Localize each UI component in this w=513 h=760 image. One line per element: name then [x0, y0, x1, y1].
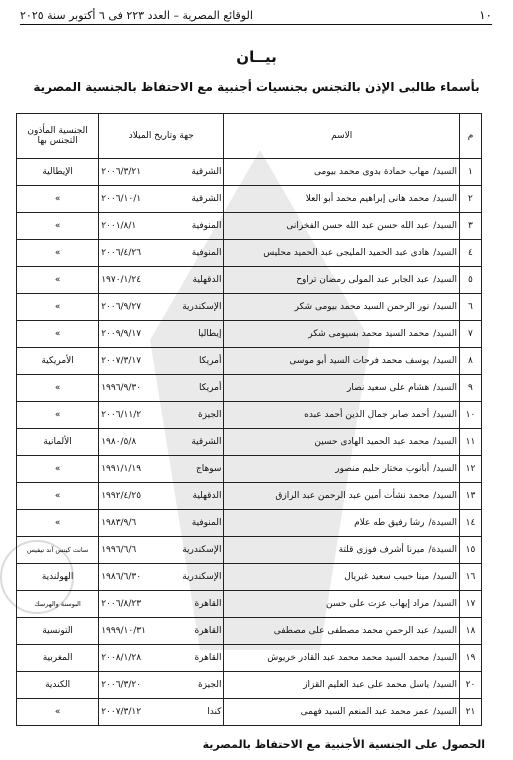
table-row — [17, 564, 482, 591]
row-name-cell — [224, 429, 460, 456]
table-header-row — [17, 114, 482, 159]
table-row — [17, 699, 482, 726]
row-number: ١٢ — [459, 456, 481, 483]
row-nationality: » — [17, 402, 99, 429]
row-birth-cell — [99, 240, 224, 267]
honorific: السيد/ — [433, 653, 457, 663]
row-nationality: » — [17, 240, 99, 267]
person-name: مينا حبيب سعيد غبريال — [344, 572, 430, 582]
row-birth-cell — [99, 456, 224, 483]
table-row — [17, 645, 482, 672]
row-nationality: الكندية — [17, 672, 99, 699]
row-name-cell — [224, 483, 460, 510]
row-name-cell — [224, 672, 460, 699]
row-nationality: التونسية — [17, 618, 99, 645]
honorific: السيد/ — [433, 410, 457, 420]
row-name-cell — [224, 402, 460, 429]
birth-date: ٢٠٠٦/٨/٢٣ — [101, 599, 142, 609]
col-header-name: الاسم — [224, 114, 460, 159]
row-nationality: البوسنة والهرسك — [17, 591, 99, 618]
row-name-cell — [224, 456, 460, 483]
row-birth-cell — [99, 321, 224, 348]
row-nationality: » — [17, 699, 99, 726]
birth-place: المنوفية — [191, 221, 222, 231]
birth-date: ١٩٨٦/٦/٣٠ — [101, 572, 142, 582]
row-nationality: الهولندية — [17, 564, 99, 591]
table-row — [17, 213, 482, 240]
birth-place: الدقهلية — [192, 275, 222, 285]
row-nationality: » — [17, 375, 99, 402]
table-row — [17, 159, 482, 186]
honorific: السيد/ — [433, 221, 457, 231]
row-birth-cell — [99, 699, 224, 726]
row-nationality: » — [17, 267, 99, 294]
row-nationality: » — [17, 483, 99, 510]
person-name: محمد السيد محمد بسيومى شكر — [308, 329, 430, 339]
birth-date: ١٩٩١/١/١٩ — [101, 464, 142, 474]
table-row — [17, 537, 482, 564]
row-birth-cell — [99, 294, 224, 321]
honorific: السيد/ — [433, 680, 457, 690]
birth-date: ١٩٩٢/٤/٢٥ — [101, 491, 142, 501]
row-name-cell — [224, 348, 460, 375]
honorific: السيد/ — [433, 383, 457, 393]
row-name-cell — [224, 375, 460, 402]
person-name: ميرنا أشرف فوزى قلتة — [338, 545, 425, 555]
person-name: هشام على سعيد نصار — [346, 383, 430, 393]
row-name-cell — [224, 267, 460, 294]
row-number: ١٤ — [459, 510, 481, 537]
table-row — [17, 267, 482, 294]
honorific: السيدة/ — [428, 518, 457, 528]
birth-date: ٢٠٠٩/٩/١٧ — [101, 329, 142, 339]
col-header-nationality: الجنسية المأذون التجنس بها — [17, 114, 99, 159]
row-number: ١٠ — [459, 402, 481, 429]
row-number: ٤ — [459, 240, 481, 267]
row-nationality: الأمريكية — [17, 348, 99, 375]
birth-place: الدقهلية — [192, 491, 222, 501]
row-name-cell — [224, 564, 460, 591]
row-number: ٩ — [459, 375, 481, 402]
person-name: مهاب حمادة بدوى محمد بيومى — [313, 167, 430, 177]
person-name: ياسل محمد على عبد العليم القزاز — [303, 680, 430, 690]
page-number: ١٠ — [479, 8, 492, 22]
row-birth-cell — [99, 483, 224, 510]
honorific: السيد/ — [433, 626, 457, 636]
row-birth-cell — [99, 672, 224, 699]
person-name: عبد الرحمن محمد مصطفى على مصطفى — [273, 626, 430, 636]
birth-date: ٢٠٠٦/٣/٢١ — [101, 167, 142, 177]
birth-place: الجيزة — [198, 410, 222, 420]
honorific: السيد/ — [433, 302, 457, 312]
row-nationality: » — [17, 294, 99, 321]
honorific: السيد/ — [433, 437, 457, 447]
birth-date: ١٩٧٠/١/٢٤ — [101, 275, 142, 285]
birth-place: المنوفية — [191, 248, 222, 258]
person-name: نور الرحمن السيد محمد بيومى شكر — [294, 302, 430, 312]
page-title: بيــان — [236, 48, 277, 66]
birth-place: الشرقية — [191, 167, 222, 177]
person-name: محمد عبد الحميد الهادى حسين — [314, 437, 430, 447]
row-number: ٢٠ — [459, 672, 481, 699]
birth-place: الإسكندرية — [182, 545, 222, 555]
page-subtitle: بأسماء طالبى الإذن بالتجنس بجنسيات أجنبية مع الاحتفاظ بالجنسية المصرية — [33, 80, 480, 94]
birth-date: ٢٠٠٧/٣/١٢ — [101, 707, 142, 717]
row-birth-cell — [99, 213, 224, 240]
row-name-cell — [224, 645, 460, 672]
honorific: السيد/ — [433, 707, 457, 717]
birth-place: الجيزة — [198, 680, 222, 690]
table-row — [17, 348, 482, 375]
col-header-birth: جهة وتاريخ الميلاد — [99, 114, 224, 159]
row-birth-cell — [99, 429, 224, 456]
row-number: ١١ — [459, 429, 481, 456]
birth-place: الإسكندرية — [182, 572, 222, 582]
honorific: السيد/ — [433, 248, 457, 258]
honorific: السيد/ — [433, 194, 457, 204]
birth-place: المنوفية — [191, 518, 222, 528]
row-nationality: » — [17, 186, 99, 213]
table-row — [17, 618, 482, 645]
person-name: أحمد صابر جمال الدين أحمد عبده — [304, 410, 430, 420]
row-birth-cell — [99, 510, 224, 537]
birth-date: ٢٠٠١/٨/١ — [101, 221, 137, 231]
birth-place: القاهرة — [194, 653, 222, 663]
row-birth-cell — [99, 402, 224, 429]
table-row — [17, 591, 482, 618]
person-name: عمر محمد عبد المنعم السيد فهمى — [300, 707, 430, 717]
row-birth-cell — [99, 591, 224, 618]
person-name: عبد الجابر عبد المولى رمضان تراوح — [296, 275, 430, 285]
table-row — [17, 294, 482, 321]
row-number: ١٨ — [459, 618, 481, 645]
row-birth-cell — [99, 618, 224, 645]
person-name: محمد هانى إبراهيم محمد أبو العلا — [305, 194, 430, 204]
row-name-cell — [224, 159, 460, 186]
row-name-cell — [224, 537, 460, 564]
honorific: السيد/ — [433, 167, 457, 177]
row-nationality: » — [17, 321, 99, 348]
row-number: ١٥ — [459, 537, 481, 564]
row-name-cell — [224, 510, 460, 537]
row-number: ١٧ — [459, 591, 481, 618]
birth-date: ٢٠٠٦/٤/٢٦ — [101, 248, 142, 258]
table-row — [17, 321, 482, 348]
row-number: ٦ — [459, 294, 481, 321]
table-row — [17, 510, 482, 537]
row-name-cell — [224, 294, 460, 321]
birth-date: ٢٠٠٦/٩/٢٧ — [101, 302, 142, 312]
section-heading: الحصول على الجنسية الأجنبية مع الاحتفاظ بالمصرية — [202, 738, 485, 751]
table-row — [17, 240, 482, 267]
birth-place: أمريكا — [198, 356, 222, 366]
row-number: ٢١ — [459, 699, 481, 726]
row-birth-cell — [99, 564, 224, 591]
row-number: ٨ — [459, 348, 481, 375]
person-name: أبانوب مختار حليم منصور — [335, 464, 430, 474]
honorific: السيد/ — [433, 572, 457, 582]
row-name-cell — [224, 699, 460, 726]
row-birth-cell — [99, 186, 224, 213]
row-nationality: » — [17, 510, 99, 537]
table-row — [17, 483, 482, 510]
table-row — [17, 429, 482, 456]
birth-date: ١٩٨٣/٩/٦ — [101, 518, 137, 528]
row-name-cell — [224, 618, 460, 645]
honorific: السيدة/ — [428, 545, 457, 555]
honorific: السيد/ — [433, 329, 457, 339]
birth-place: كندا — [207, 707, 222, 717]
person-name: عبد الله حسن عبد الله حسن الفخرانى — [286, 221, 430, 231]
row-name-cell — [224, 321, 460, 348]
person-name: رشا رفيق طه علام — [354, 518, 425, 528]
birth-place: القاهرة — [194, 599, 222, 609]
row-birth-cell — [99, 159, 224, 186]
birth-date: ٢٠٠٦/٣/٢٠ — [101, 680, 142, 690]
birth-date: ١٩٩٦/٩/٣٠ — [101, 383, 142, 393]
birth-date: ٢٠٠٦/١٠/١ — [101, 194, 142, 204]
row-birth-cell — [99, 645, 224, 672]
row-name-cell — [224, 213, 460, 240]
row-birth-cell — [99, 537, 224, 564]
honorific: السيد/ — [433, 275, 457, 285]
table-row — [17, 672, 482, 699]
row-name-cell — [224, 186, 460, 213]
birth-place: الإسكندرية — [182, 302, 222, 312]
table-row — [17, 375, 482, 402]
row-name-cell — [224, 240, 460, 267]
birth-date: ١٩٩٦/٦/٦ — [101, 545, 137, 555]
row-nationality: الإيطالية — [17, 159, 99, 186]
honorific: السيد/ — [433, 464, 457, 474]
birth-place: القاهرة — [194, 626, 222, 636]
birth-place: الشرقية — [191, 437, 222, 447]
row-birth-cell — [99, 267, 224, 294]
row-number: ١٦ — [459, 564, 481, 591]
birth-date: ٢٠٠٦/١١/٢ — [101, 410, 142, 420]
birth-place: سوهاج — [195, 464, 222, 474]
honorific: السيد/ — [433, 356, 457, 366]
honorific: السيد/ — [433, 599, 457, 609]
applicants-table — [16, 113, 482, 726]
table-row — [17, 402, 482, 429]
row-nationality: المغربية — [17, 645, 99, 672]
table-row — [17, 186, 482, 213]
row-name-cell — [224, 591, 460, 618]
birth-date: ٢٠٠٧/٣/١٧ — [101, 356, 142, 366]
row-number: ٣ — [459, 213, 481, 240]
honorific: السيد/ — [433, 491, 457, 501]
birth-date: ١٩٨٠/٥/٨ — [101, 437, 137, 447]
row-birth-cell — [99, 375, 224, 402]
row-birth-cell — [99, 348, 224, 375]
row-nationality: سانت كيتس آند نيفيس — [17, 537, 99, 564]
row-number: ٧ — [459, 321, 481, 348]
person-name: مراد إيهاب عزت على حسن — [325, 599, 430, 609]
col-header-number: م — [459, 114, 481, 159]
table-row — [17, 456, 482, 483]
row-nationality: » — [17, 213, 99, 240]
row-number: ٢ — [459, 186, 481, 213]
row-nationality: الألمانية — [17, 429, 99, 456]
birth-place: إيطاليا — [198, 329, 222, 339]
row-number: ١٩ — [459, 645, 481, 672]
person-name: هادى عبد الحميد المليجى عبد الحميد محليس — [263, 248, 430, 258]
birth-place: الشرقية — [191, 194, 222, 204]
page-header — [20, 6, 492, 25]
birth-place: أمريكا — [198, 383, 222, 393]
person-name: محمد نشأت أمين عبد الرحمن عبد الرازق — [275, 491, 430, 501]
person-name: محمد السيد محمد محمد عبد القادر خريوش — [267, 653, 430, 663]
birth-date: ١٩٩٩/١٠/٣١ — [101, 626, 146, 636]
row-number: ٥ — [459, 267, 481, 294]
row-number: ١ — [459, 159, 481, 186]
issue-line: الوقائع المصرية – العدد ٢٢٣ فى ٦ أكتوبر سنة ٢٠٢٥ — [20, 8, 253, 22]
row-nationality: » — [17, 456, 99, 483]
row-number: ١٣ — [459, 483, 481, 510]
birth-date: ٢٠٠٨/١/٢٨ — [101, 653, 142, 663]
person-name: يوسف محمد فرحات السيد أبو موسى — [289, 356, 430, 366]
